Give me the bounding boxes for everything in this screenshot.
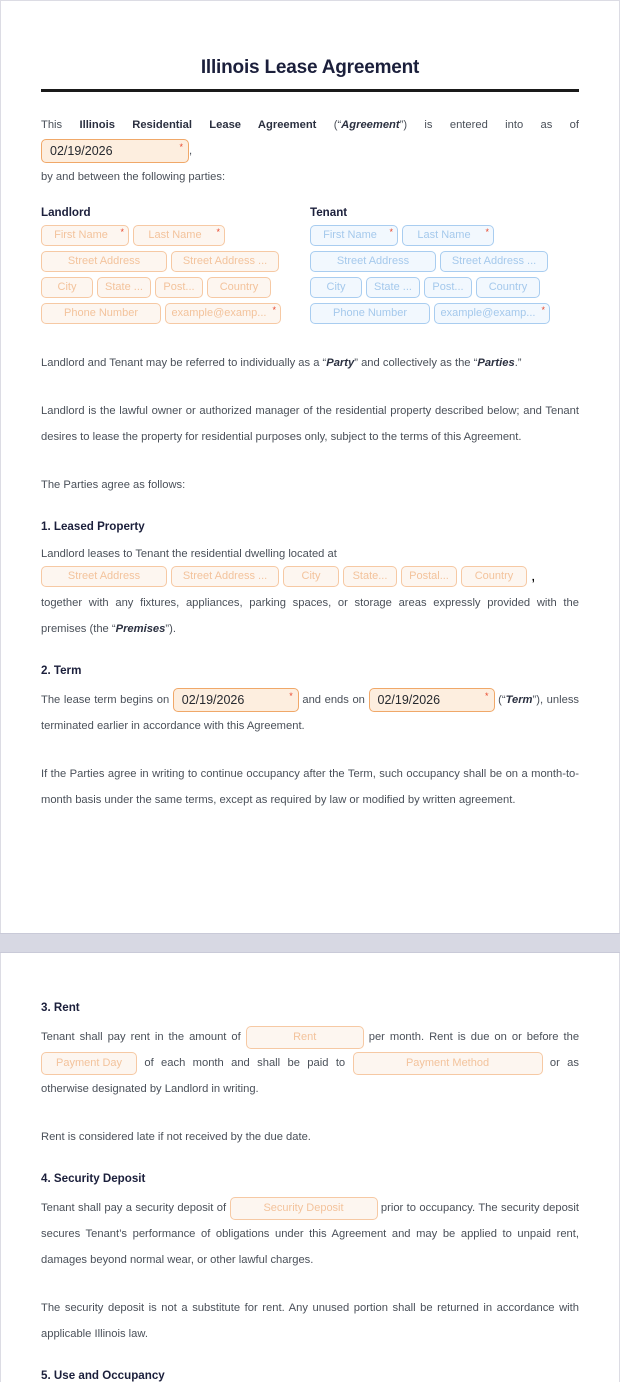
- property-state-input[interactable]: [343, 566, 397, 587]
- property-country-placeholder: Country: [474, 570, 514, 583]
- intro-defined-term: Agreement: [341, 119, 400, 131]
- section-1-premises-term: Premises: [115, 623, 166, 636]
- page-title: Illinois Lease Agreement: [200, 57, 420, 78]
- landlord-street-row: [41, 250, 310, 273]
- intro-second-line: by and between the following parties:: [41, 171, 226, 184]
- parties-reference-paragraph: [41, 350, 579, 376]
- required-asterisk-icon: *: [179, 142, 183, 153]
- tenant-city-placeholder: City: [326, 281, 346, 294]
- section-3-text-b: per month. Rent is due on or before the: [368, 1031, 580, 1044]
- tenant-last-name-input[interactable]: [402, 225, 494, 246]
- agree-as-follows-paragraph: The Parties agree as follows:: [41, 479, 186, 492]
- section-1-heading: 1. Leased Property: [41, 520, 145, 534]
- page-1-bottom-margin: [1, 813, 619, 933]
- tenant-country-input[interactable]: [476, 277, 540, 298]
- section-3-rent-paragraph: [41, 1024, 579, 1102]
- section-2-text-c-close: ”),: [532, 694, 544, 707]
- intro-mid-text: is entered into as of: [424, 119, 579, 131]
- property-city-input[interactable]: [283, 566, 339, 587]
- required-asterisk-icon: *: [485, 691, 489, 702]
- required-asterisk-icon: *: [289, 691, 293, 702]
- property-row-comma: ,: [531, 567, 536, 585]
- section-2-text-a: The lease term begins on: [41, 694, 170, 707]
- intro-agreement-name: Illinois Residential Lease Agreement: [79, 119, 317, 131]
- intro-comma: ,: [189, 145, 193, 157]
- landlord-email-input[interactable]: [165, 303, 281, 324]
- required-asterisk-icon: *: [120, 227, 124, 238]
- required-asterisk-icon: *: [389, 227, 393, 238]
- required-asterisk-icon: *: [216, 227, 220, 238]
- section-1-lead-in: Landlord leases to Tenant the residential dwelling located at: [41, 548, 337, 561]
- tenant-street-address-placeholder: Street Address: [336, 255, 410, 268]
- rent-amount-placeholder: Rent: [293, 1030, 317, 1043]
- lease-start-date-value: 02/19/2026: [181, 693, 245, 708]
- tenant-email-input[interactable]: [434, 303, 550, 324]
- rent-amount-input[interactable]: [246, 1026, 364, 1049]
- page-break-divider: [0, 933, 620, 953]
- section-2-term-paragraph: [41, 687, 579, 739]
- property-street-address-2-input[interactable]: [171, 566, 279, 587]
- landlord-country-input[interactable]: [207, 277, 271, 298]
- tenant-street-address-2-input[interactable]: [440, 251, 548, 272]
- agreement-date-value: 02/19/2026: [50, 144, 113, 159]
- property-city-placeholder: City: [301, 570, 321, 583]
- tenant-state-placeholder: State ...: [374, 281, 412, 294]
- tenant-phone-input[interactable]: [310, 303, 430, 324]
- required-asterisk-icon: *: [541, 305, 545, 316]
- landlord-name-row: [41, 224, 310, 247]
- section-1-tail-text-a: together with any fixtures, appliances, parking spaces, or storage areas expressly provided with the premises (the “: [41, 597, 579, 636]
- landlord-state-placeholder: State ...: [105, 281, 143, 294]
- intro-quote-close: ”): [399, 119, 425, 131]
- landlord-first-name-input[interactable]: [41, 225, 129, 246]
- section-2-text-b: and ends on: [302, 694, 365, 707]
- property-street-address-2-placeholder: Street Address ...: [182, 570, 268, 583]
- lease-start-date-input[interactable]: [173, 688, 299, 712]
- section-2-holdover-paragraph: If the Parties agree in writing to continue occupancy after the Term, such occupancy shall be on a month-to-month basis under the same terms, except as required by law or modified by written agreement.: [41, 768, 579, 807]
- section-1-tail-paragraph: [41, 590, 579, 642]
- tenant-column: [310, 206, 579, 328]
- payment-day-input[interactable]: [41, 1052, 137, 1075]
- security-deposit-placeholder: Security Deposit: [263, 1201, 344, 1214]
- section-4-text-b: prior to occupancy. The security deposit secures Tenant’s performance of obligations under this Agreement and may be applied to unpaid rent, damages beyond normal wear, or other lawful charges.: [41, 1202, 579, 1267]
- required-asterisk-icon: *: [485, 227, 489, 238]
- parties-ref-parties-term: Parties: [477, 357, 515, 370]
- landlord-street-address-input[interactable]: [41, 251, 167, 272]
- landlord-heading: Landlord: [41, 206, 91, 220]
- owner-statement-paragraph: Landlord is the lawful owner or authorized manager of the residential property described below; and Tenant desires to lease the property for residential purposes only, subject to the terms of this Agreement.: [41, 405, 579, 444]
- parties-ref-text-b: ” and collectively as the “: [354, 357, 478, 370]
- property-street-address-input[interactable]: [41, 566, 167, 587]
- section-2-text-c-open: (“: [498, 694, 506, 707]
- landlord-first-name-placeholder: First Name: [54, 229, 108, 242]
- parties-ref-text-c: .”: [514, 357, 522, 370]
- tenant-name-row: [310, 224, 579, 247]
- page-2-top-spacer: [1, 953, 619, 1001]
- section-3-text-c: of each month and shall be paid to: [144, 1057, 346, 1070]
- required-asterisk-icon: *: [272, 305, 276, 316]
- property-country-input[interactable]: [461, 566, 527, 587]
- landlord-street-address-2-placeholder: Street Address ...: [182, 255, 268, 268]
- lease-end-date-input[interactable]: [369, 688, 495, 712]
- landlord-last-name-input[interactable]: [133, 225, 225, 246]
- section-3-late-note: Rent is considered late if not received by the due date.: [41, 1131, 311, 1144]
- tenant-postal-input[interactable]: [424, 277, 472, 298]
- tenant-email-placeholder: example@examp...: [440, 307, 536, 320]
- property-postal-input[interactable]: [401, 566, 457, 587]
- landlord-email-placeholder: example@examp...: [171, 307, 267, 320]
- section-4-text-a: Tenant shall pay a security deposit of: [41, 1202, 227, 1215]
- section-4-note: The security deposit is not a substitute for rent. Any unused portion shall be returned in accordance with applicable Illinois law.: [41, 1302, 579, 1341]
- parties-block: [41, 206, 579, 328]
- page-1-content: [1, 57, 619, 813]
- payment-day-placeholder: Payment Day: [55, 1056, 123, 1069]
- landlord-last-name-placeholder: Last Name: [148, 229, 202, 242]
- landlord-phone-input[interactable]: [41, 303, 161, 324]
- landlord-city-placeholder: City: [57, 281, 77, 294]
- property-street-address-placeholder: Street Address: [67, 570, 141, 583]
- tenant-country-placeholder: Country: [488, 281, 528, 294]
- section-5-heading: 5. Use and Occupancy: [41, 1369, 165, 1382]
- document-page-2: [0, 953, 620, 1382]
- tenant-state-input[interactable]: [366, 277, 420, 298]
- tenant-phone-placeholder: Phone Number: [333, 307, 407, 320]
- intro-paragraph: [41, 112, 579, 164]
- intro-prefix: This: [41, 119, 80, 131]
- landlord-postal-input[interactable]: [155, 277, 203, 298]
- landlord-postal-placeholder: Post...: [163, 281, 195, 294]
- landlord-column: [41, 206, 310, 328]
- section-2-term-word: Term: [505, 694, 533, 707]
- landlord-street-address-2-input[interactable]: [171, 251, 279, 272]
- section-1-tail-text-b: ”).: [165, 623, 176, 636]
- payment-method-input[interactable]: [353, 1052, 543, 1075]
- landlord-contact-row: [41, 302, 310, 325]
- landlord-city-row: [41, 276, 310, 299]
- parties-ref-party-term: Party: [326, 357, 355, 370]
- section-3-text-d: or as otherwise designated by Landlord in writing.: [41, 1057, 579, 1096]
- landlord-city-input[interactable]: [41, 277, 93, 298]
- tenant-heading: Tenant: [310, 206, 348, 220]
- page-2-content: [1, 1001, 619, 1382]
- tenant-postal-placeholder: Post...: [432, 281, 464, 294]
- landlord-state-input[interactable]: [97, 277, 151, 298]
- section-2-spacer: [41, 739, 579, 761]
- tenant-street-address-2-placeholder: Street Address ...: [451, 255, 537, 268]
- leased-property-address-row: [41, 565, 579, 588]
- tenant-first-name-input[interactable]: [310, 225, 398, 246]
- section-2-heading: 2. Term: [41, 664, 82, 678]
- tenant-street-address-input[interactable]: [310, 251, 436, 272]
- tenant-first-name-placeholder: First Name: [323, 229, 377, 242]
- lease-end-date-value: 02/19/2026: [377, 693, 441, 708]
- tenant-street-row: [310, 250, 579, 273]
- page-top-spacer: [1, 1, 619, 57]
- section-3-text-a: Tenant shall pay rent in the amount of: [41, 1031, 241, 1044]
- section-3-heading: 3. Rent: [41, 1001, 80, 1015]
- intro-quote-open: (“: [316, 119, 342, 131]
- security-deposit-input[interactable]: [230, 1197, 378, 1220]
- landlord-street-address-placeholder: Street Address: [67, 255, 141, 268]
- tenant-last-name-placeholder: Last Name: [417, 229, 471, 242]
- parties-ref-text-a: Landlord and Tenant may be referred to individually as a “: [41, 357, 327, 370]
- section-3-spacer: [41, 1102, 579, 1124]
- agreement-date-input[interactable]: [41, 139, 189, 163]
- tenant-city-input[interactable]: [310, 277, 362, 298]
- section-4-deposit-paragraph: [41, 1195, 579, 1273]
- property-postal-placeholder: Postal...: [409, 570, 449, 583]
- tenant-city-row: [310, 276, 579, 299]
- section-2-text-d: unless terminated earlier in accordance with this Agreement.: [41, 694, 580, 733]
- payment-method-placeholder: Payment Method: [405, 1056, 490, 1069]
- tenant-contact-row: [310, 302, 579, 325]
- landlord-country-placeholder: Country: [219, 281, 259, 294]
- section-4-heading: 4. Security Deposit: [41, 1172, 146, 1186]
- title-divider: [41, 89, 579, 92]
- property-state-placeholder: State...: [352, 570, 388, 583]
- landlord-phone-placeholder: Phone Number: [64, 307, 138, 320]
- section-4-spacer: [41, 1273, 579, 1295]
